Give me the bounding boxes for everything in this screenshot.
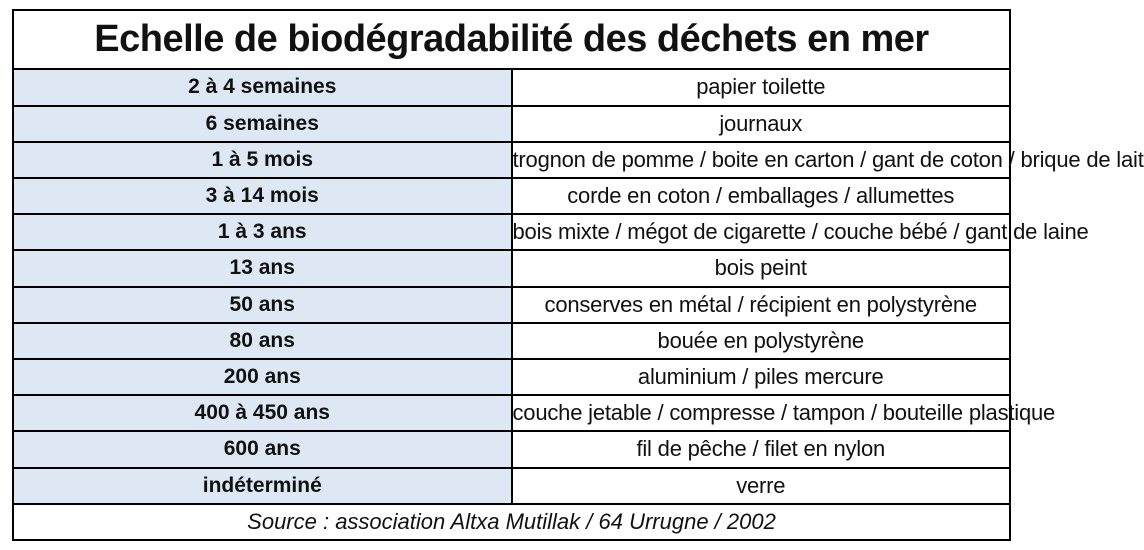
biodegradability-table xyxy=(12,9,1144,541)
table-row xyxy=(13,214,1010,250)
duration-cell: indéterminé xyxy=(13,468,512,504)
waste-items-cell: papier toilette xyxy=(512,69,1011,105)
duration-cell: 13 ans xyxy=(13,250,512,286)
biodegradability-sheet xyxy=(12,9,1144,541)
table-row xyxy=(13,395,1010,431)
table-title: Echelle de biodégradabilité des déchets en mer xyxy=(13,10,1010,69)
waste-items-cell: bouée en polystyrène xyxy=(512,323,1011,359)
waste-items-cell: trognon de pomme / boite en carton / gant de coton / brique de lait xyxy=(512,142,1011,178)
duration-cell: 1 à 3 ans xyxy=(13,214,512,250)
table-row xyxy=(13,178,1010,214)
table-row xyxy=(13,250,1010,286)
duration-cell: 400 à 450 ans xyxy=(13,395,512,431)
duration-cell: 600 ans xyxy=(13,431,512,467)
table-row xyxy=(13,287,1010,323)
table-row xyxy=(13,106,1010,142)
table-row xyxy=(13,468,1010,504)
duration-cell: 80 ans xyxy=(13,323,512,359)
duration-cell: 2 à 4 semaines xyxy=(13,69,512,105)
duration-cell: 3 à 14 mois xyxy=(13,178,512,214)
waste-items-cell: corde en coton / emballages / allumettes xyxy=(512,178,1011,214)
duration-cell: 50 ans xyxy=(13,287,512,323)
waste-items-cell: conserves en métal / récipient en polystyrène xyxy=(512,287,1011,323)
table-row xyxy=(13,431,1010,467)
waste-items-cell: fil de pêche / filet en nylon xyxy=(512,431,1011,467)
table-row xyxy=(13,323,1010,359)
source-note: Source : association Altxa Mutillak / 64 Urrugne / 2002 xyxy=(13,504,1010,540)
waste-items-cell: journaux xyxy=(512,106,1011,142)
table-row xyxy=(13,359,1010,395)
waste-items-cell: bois peint xyxy=(512,250,1011,286)
table-row xyxy=(13,142,1010,178)
waste-items-cell: couche jetable / compresse / tampon / bouteille plastique xyxy=(512,395,1011,431)
title-row xyxy=(13,10,1010,69)
waste-items-cell: verre xyxy=(512,468,1011,504)
waste-items-cell: aluminium / piles mercure xyxy=(512,359,1011,395)
source-row xyxy=(13,504,1010,540)
waste-items-cell: bois mixte / mégot de cigarette / couche bébé / gant de laine xyxy=(512,214,1011,250)
duration-cell: 6 semaines xyxy=(13,106,512,142)
duration-cell: 200 ans xyxy=(13,359,512,395)
duration-cell: 1 à 5 mois xyxy=(13,142,512,178)
table-row xyxy=(13,69,1010,105)
